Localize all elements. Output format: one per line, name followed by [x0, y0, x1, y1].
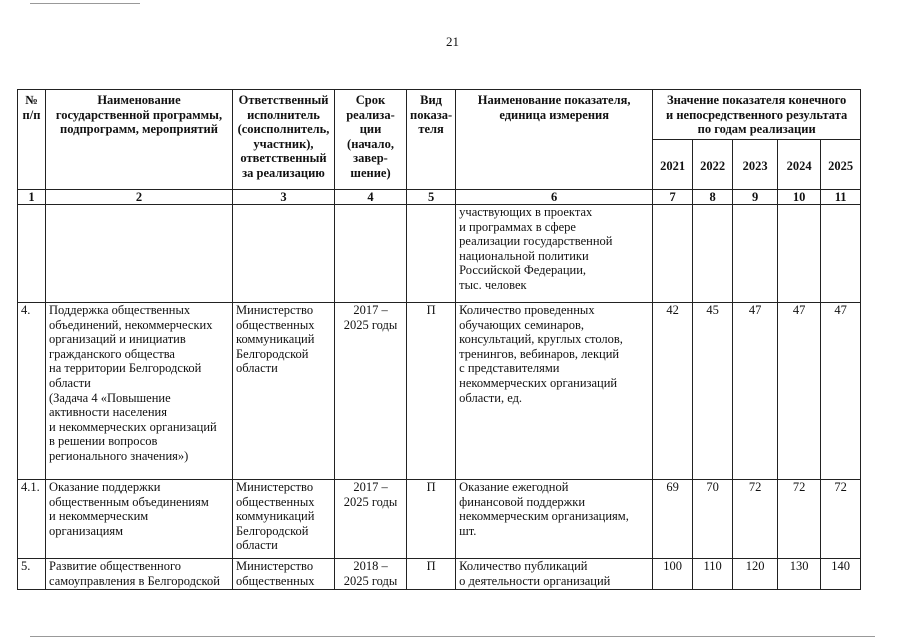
row-value: 72: [778, 480, 821, 559]
column-number: 7: [653, 190, 693, 205]
column-number: 3: [233, 190, 335, 205]
row-kind: П: [407, 480, 456, 559]
header-num: № п/п: [18, 90, 46, 190]
row-executor: Министерство общественных коммуникаций Белгородской области: [233, 480, 335, 559]
header-year: 2025: [821, 140, 861, 190]
row-num: 5.: [18, 559, 46, 590]
row-kind: П: [407, 303, 456, 480]
row-value: 70: [693, 480, 733, 559]
row-kind: [407, 205, 456, 303]
column-number: 4: [335, 190, 407, 205]
row-value: 69: [653, 480, 693, 559]
table-row: [18, 559, 861, 590]
row-indicator: Оказание ежегодной финансовой поддержки некоммерческим организациям, шт.: [456, 480, 653, 559]
program-indicators-table: [17, 89, 861, 590]
table-row: [18, 480, 861, 559]
row-num: 4.: [18, 303, 46, 480]
row-kind: П: [407, 559, 456, 590]
column-number: 2: [46, 190, 233, 205]
row-num: [18, 205, 46, 303]
row-executor: [233, 205, 335, 303]
row-name: Развитие общественного самоуправления в Белгородской: [46, 559, 233, 590]
header-indicator: Наименование показателя, единица измерения: [456, 90, 653, 190]
row-indicator: участвующих в проектах и программах в сфере реализации государственной национальной политики Российской Федерации, тыс. человек: [456, 205, 653, 303]
column-number: 10: [778, 190, 821, 205]
column-number: 11: [821, 190, 861, 205]
row-value: 140: [821, 559, 861, 590]
row-executor: Министерство общественных: [233, 559, 335, 590]
row-value: 130: [778, 559, 821, 590]
header-name: Наименование государственной программы, подпрограмм, мероприятий: [46, 90, 233, 190]
column-number: 9: [733, 190, 778, 205]
row-value: 110: [693, 559, 733, 590]
header-kind: Вид показа- теля: [407, 90, 456, 190]
header-year: 2024: [778, 140, 821, 190]
header-term: Срок реализа- ции (начало, завер- шение): [335, 90, 407, 190]
row-term: 2017 – 2025 годы: [335, 480, 407, 559]
row-value: [778, 205, 821, 303]
row-executor: Министерство общественных коммуникаций Белгородской области: [233, 303, 335, 480]
column-number: 1: [18, 190, 46, 205]
header-year: 2021: [653, 140, 693, 190]
header-row: [18, 90, 861, 140]
page-number: 21: [446, 34, 459, 49]
row-value: [821, 205, 861, 303]
row-value: 47: [778, 303, 821, 480]
header-executor: Ответственный исполнитель (соисполнитель, участник), ответственный за реализацию: [233, 90, 335, 190]
row-value: 120: [733, 559, 778, 590]
table-row: [18, 303, 861, 480]
row-num: 4.1.: [18, 480, 46, 559]
header-year: 2023: [733, 140, 778, 190]
row-value: [733, 205, 778, 303]
row-value: 42: [653, 303, 693, 480]
row-indicator: Количество проведенных обучающих семинаров, консультаций, круглых столов, тренингов, вебинаров, лекций с представителями некоммерческих организаций области, ед.: [456, 303, 653, 480]
column-number: 8: [693, 190, 733, 205]
row-term: 2017 – 2025 годы: [335, 303, 407, 480]
row-value: 100: [653, 559, 693, 590]
row-name: [46, 205, 233, 303]
column-number-row: [18, 190, 861, 205]
table-row: [18, 205, 861, 303]
header-year: 2022: [693, 140, 733, 190]
column-number: 5: [407, 190, 456, 205]
row-value: 47: [733, 303, 778, 480]
row-value: [653, 205, 693, 303]
scan-edge-bottom: [30, 636, 875, 637]
header-values-group: Значение показателя конечного и непосредственного результата по годам реализации: [653, 90, 861, 140]
row-value: 72: [733, 480, 778, 559]
row-name: Поддержка общественных объединений, некоммерческих организаций и инициатив гражданского общества на территории Белгородской области (Задача 4 «Повышение активности населения и некоммерческих организаций в решении вопросов регионального значения»): [46, 303, 233, 480]
column-number: 6: [456, 190, 653, 205]
row-term: 2018 – 2025 годы: [335, 559, 407, 590]
row-value: [693, 205, 733, 303]
row-term: [335, 205, 407, 303]
row-name: Оказание поддержки общественным объединениям и некоммерческим организациям: [46, 480, 233, 559]
row-value: 47: [821, 303, 861, 480]
scan-edge-top: [30, 3, 140, 4]
row-value: 45: [693, 303, 733, 480]
row-indicator: Количество публикаций о деятельности организаций: [456, 559, 653, 590]
row-value: 72: [821, 480, 861, 559]
